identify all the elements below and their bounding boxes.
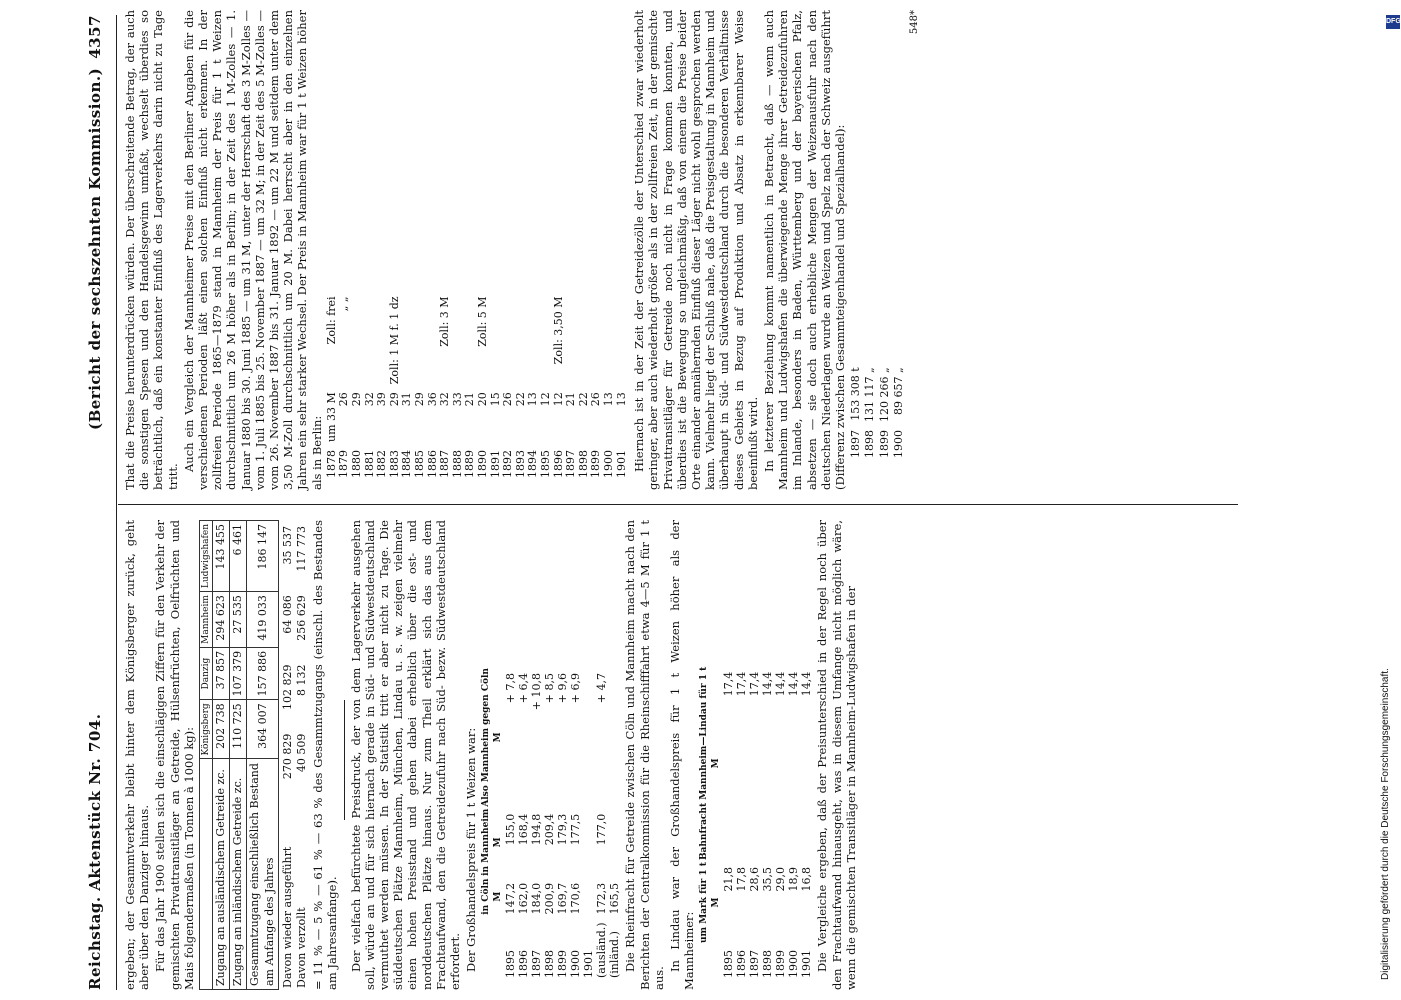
transit-table-row-cell: Zugang an inländischem Getreide zc. xyxy=(230,759,247,990)
berlin-row-cell: 12 xyxy=(538,392,552,407)
price-row-cell: + 9,6 xyxy=(556,673,570,704)
berlin-row-cell: 1896 xyxy=(551,450,565,478)
berlin-row-cell: 12 xyxy=(551,392,565,407)
column-divider xyxy=(118,504,1238,505)
header-rule xyxy=(116,15,117,990)
davon-row-cell: Davon wieder ausgeführt xyxy=(280,846,294,988)
davon-row-cell: 40 509 xyxy=(295,733,309,773)
price-row-cell: 194,8 xyxy=(530,813,544,846)
header-left: Reichstag. Aktenstück Nr. 704. xyxy=(86,713,104,990)
berlin-row-cell: 1899 xyxy=(589,450,603,478)
price-table-unit-cell: M xyxy=(493,837,504,848)
lindau-row-cell: 17,4 xyxy=(748,671,762,697)
lindau-row-cell: 1901 xyxy=(800,950,814,978)
left-para-6: Die Vergleiche ergeben, daß der Preisunterschied in der Regel noch über den Frachtaufwand hinausgeht, was in diesem Umfange nicht möglich wäre, wenn die gemischten Transitläger in Mannheim-Ludwigshafen in der xyxy=(815,520,858,990)
transit-table-row-cell: 202 738 xyxy=(213,700,230,759)
lindau-table-header-cell: Bahnfracht Mannheim—Lindau für 1 t xyxy=(699,666,710,861)
transit-table-row-cell: 364 007 xyxy=(247,700,278,759)
transit-table-row-cell: 107 379 xyxy=(230,647,247,700)
page-number: 4357 xyxy=(86,15,104,59)
price-row xyxy=(543,667,556,980)
berlin-row-cell: 20 xyxy=(475,392,489,407)
lindau-row-cell: 14,4 xyxy=(787,671,801,697)
lindau-row-cell: 1895 xyxy=(722,950,736,978)
lindau-row xyxy=(774,666,787,980)
price-table-unit-cell: M xyxy=(493,891,504,902)
right-para-1: That die Preise herunterdrücken würden. Der überschreitende Betrag, der auch die sonstigen Spesen und den Handelsgewinn umfaßt, wechselt überdies so beträchtlich, daß ein konstanter Einfluß des Lagerverkehrs darin nicht zu Tage tritt. xyxy=(123,10,180,490)
price-row-cell: 177,5 xyxy=(569,813,583,846)
berlin-row-cell: 15 xyxy=(488,392,502,407)
lindau-row-cell: 16,8 xyxy=(800,867,814,892)
berlin-row-cell: 22 xyxy=(513,392,527,407)
lindau-table-header-cell: um Mark für 1 t xyxy=(699,862,710,943)
price-row xyxy=(504,667,517,980)
lindau-row-cell: 1900 xyxy=(787,950,801,978)
berlin-row-cell xyxy=(364,290,377,386)
transit-table-row-cell: Zugang an ausländischem Getreide zc. xyxy=(213,759,230,990)
price-row-cell: 1897 xyxy=(530,950,544,978)
davon-row xyxy=(281,520,295,990)
davon-row-cell: 8 132 xyxy=(295,664,309,696)
lindau-row-cell: 1897 xyxy=(748,950,762,978)
price-row-cell: 170,6 xyxy=(569,882,583,915)
berlin-row-cell xyxy=(351,290,364,386)
berlin-row-cell: 1886 xyxy=(425,450,439,478)
left-intro: ergeben; der Gesammtverkehr bleibt hinter dem Königsberger zurück, geht aber über den Danziger hinaus. xyxy=(123,520,152,990)
berlin-row-cell: 1880 xyxy=(350,450,364,478)
swiss-export-row-cell: 1899 xyxy=(877,430,891,458)
berlin-row-cell xyxy=(527,290,540,386)
berlin-row-cell: 1890 xyxy=(475,450,489,478)
price-row-cell: 1896 xyxy=(517,950,531,978)
davon-row-cell: 256 629 xyxy=(295,595,309,641)
berlin-row xyxy=(376,290,389,480)
right-para-3: Hiernach ist in der Zeit der Getreidezölle der Unterschied zwar wiederholt geringer, aber auch wiederholt größer als in der zollfreien Zeit, in der gemischte Privattransitläger für Getreide noch nicht in Frage kommen konnten, und überdies ist die Bewegung so ungleichmäßig, daß von einem die Preise beider Orte einander annähernden Einfluß dieser Läger nicht wohl gesprochen werden kann. Vielmehr liegt der Schluß nahe, daß die Preisgestaltung in Mannheim und überhaupt in Süd- und Südwestdeutschland durch die besonderen Verhältnisse dieses Gebiets in Bezug auf Produktion und Absatz in erkennbarer Weise beeinflußt wird. xyxy=(632,10,760,490)
left-column xyxy=(123,520,860,990)
berlin-row-cell: 1887 xyxy=(438,450,452,478)
price-row-cell xyxy=(582,808,595,877)
transit-table-row-cell: 419 033 xyxy=(247,592,278,648)
berlin-row-cell xyxy=(590,290,603,386)
lindau-row xyxy=(748,666,761,980)
rotated-content xyxy=(88,0,1298,990)
price-row-cell: + 7,8 xyxy=(504,673,518,704)
transit-table-body xyxy=(213,521,279,990)
price-row-cell: 168,4 xyxy=(517,813,531,846)
berlin-row-cell xyxy=(414,290,427,386)
berlin-row-cell: um 33 M xyxy=(324,392,338,442)
price-table-header xyxy=(480,667,492,980)
transit-table-row xyxy=(213,521,230,990)
swiss-export-table xyxy=(849,361,906,460)
davon-row-cell: Davon verzollt xyxy=(295,907,309,988)
lindau-table-units xyxy=(710,666,722,980)
berlin-row-cell: 1900 xyxy=(601,450,615,478)
berlin-row xyxy=(603,290,616,480)
price-row xyxy=(608,667,621,980)
berlin-row-cell: Zoll: 3,50 M xyxy=(551,296,565,365)
berlin-row xyxy=(439,290,452,480)
dfg-logo: DFG xyxy=(1386,15,1400,29)
berlin-row-cell: 26 xyxy=(337,392,351,407)
berlin-row xyxy=(502,290,515,480)
swiss-export-row-cell: 120 266 „ xyxy=(877,367,891,422)
price-table-header-cell: in Cöln xyxy=(481,878,492,915)
berlin-row-cell: 31 xyxy=(400,392,414,407)
page-header xyxy=(88,15,114,990)
berlin-row-cell xyxy=(490,290,503,386)
berlin-row xyxy=(477,290,490,480)
transit-table-row-cell: 6 461 xyxy=(230,521,247,592)
price-table-unit-cell xyxy=(492,916,504,980)
left-intro-2: Für das Jahr 1900 stellen sich die einschlägigen Ziffern für den Verkehr der gemischten Privattransitläger an Getreide, Hülsenfrüchten, Oelfrüchten und Mais folgendermaßen (in Tonnen à 1000 kg): xyxy=(153,520,196,990)
price-table-header-cell xyxy=(480,916,492,980)
price-row-cell: 184,0 xyxy=(530,882,544,915)
price-row-cell: 179,3 xyxy=(556,813,570,846)
berlin-row-cell: Zoll: 5 M xyxy=(475,296,489,347)
berlin-row-cell: „ „ xyxy=(337,296,351,312)
transit-table-row-cell: 37 857 xyxy=(213,647,230,700)
lindau-row-cell: 14,4 xyxy=(800,671,814,697)
berlin-row-cell: Zoll: frei xyxy=(324,296,338,345)
price-row xyxy=(517,667,530,980)
left-para-5: In Lindau war der Großhandelspreis für 1 t Weizen höher als der Mannheimer: xyxy=(668,520,697,990)
price-table-unit-cell: M xyxy=(493,732,504,743)
price-row-cell: + 6,4 xyxy=(517,673,531,704)
berlin-row-cell: 1898 xyxy=(576,450,590,478)
price-row-cell: 165,5 xyxy=(608,882,622,915)
transit-table-row xyxy=(230,521,247,990)
davon-row-cell: 117 773 xyxy=(295,526,309,572)
swiss-export-row-cell: 1900 xyxy=(891,430,905,458)
lindau-table-header-cell xyxy=(698,944,710,980)
berlin-row-cell xyxy=(603,290,616,386)
berlin-row-cell xyxy=(515,290,528,386)
davon-table xyxy=(281,520,309,990)
berlin-row-cell: 1894 xyxy=(526,450,540,478)
berlin-row-cell: 21 xyxy=(463,392,477,407)
berlin-row-cell: 39 xyxy=(375,392,389,407)
lindau-row-cell: 35,5 xyxy=(761,867,775,892)
price-row-cell: 1899 xyxy=(556,950,570,978)
swiss-export-row-cell: 1898 xyxy=(863,430,877,458)
lindau-row-cell: 17,8 xyxy=(735,867,749,892)
berlin-row-cell xyxy=(565,290,578,386)
lindau-row xyxy=(722,666,735,980)
berlin-row-cell: 1889 xyxy=(463,450,477,478)
lindau-row-cell: 21,8 xyxy=(722,867,736,892)
price-row-cell xyxy=(582,877,595,917)
berlin-row xyxy=(616,290,629,480)
berlin-row-cell: 26 xyxy=(501,392,515,407)
berlin-row xyxy=(540,290,553,480)
transit-table-row-cell: 143 455 xyxy=(213,521,230,592)
price-row-cell: 155,0 xyxy=(504,813,518,846)
berlin-row-cell: 1893 xyxy=(513,450,527,478)
berlin-row-cell: 13 xyxy=(614,392,628,407)
berlin-comparison-table xyxy=(326,290,628,480)
transit-table-row-cell: 27 535 xyxy=(230,592,247,648)
lindau-row-cell: 1896 xyxy=(735,950,749,978)
transit-table-header-cell: Königsberg xyxy=(200,700,213,759)
lindau-table xyxy=(698,666,813,980)
price-table-header-cell: Also Mannheim gegen Cöln xyxy=(481,668,492,807)
berlin-row xyxy=(565,290,578,480)
davon-row-cell: 35 537 xyxy=(280,526,294,565)
right-para-4: In letzterer Beziehung kommt namentlich in Betracht, daß — wenn auch Mannheim und Ludwigshafen die überwiegende Menge ihrer Getreidezufuhren im Inlande, besonders in Baden, Württemberg und der bayerischen Pfalz, absetzen — sie doch auch erhebliche Mengen der Weizenausfuhr nach den deutschen Niederlagen wurde an Weizen und Spelz nach der Schweiz ausgeführt (Differenz zwischen Gesammteigenhandel und Spezialhandel): xyxy=(761,10,847,490)
lindau-row xyxy=(800,666,813,980)
lindau-row-cell: 1899 xyxy=(774,950,788,978)
berlin-row-cell: 32 xyxy=(362,392,376,407)
lindau-table-header xyxy=(698,666,710,980)
price-row-cell: 169,7 xyxy=(556,882,570,915)
berlin-row-cell: 1879 xyxy=(337,450,351,478)
price-row-cell: + 8,5 xyxy=(543,673,557,704)
lindau-row xyxy=(761,666,774,980)
price-table-header-cell: in Mannheim xyxy=(481,808,492,876)
price-row-cell: 200,9 xyxy=(543,882,557,915)
price-row-cell: (ausländ.) xyxy=(595,922,609,978)
right-para-2: Auch ein Vergleich der Mannheimer Preise mit den Berliner Angaben für die verschiedenen Perioden läßt einen solchen Einfluß nicht erkennen. In der zollfreien Periode 1865—1879 stand in Mannheim der Preis für 1 t Weizen durchschnittlich um 26 M höher als in Berlin; in der Zeit des 1 M-Zolles — 1. Januar 1880 bis 30. Juni 1885 — um 31 M, unter der Herrschaft des 3 M-Zolles — vom 1. Juli 1885 bis 25. November 1887 — um 32 M; in der Zeit des 5 M-Zolles — vom 26. November 1887 bis 31. Januar 1892 — um 22 M und seitdem unter dem 3,50 M-Zoll durchschnittlich um 20 M. Dabei herrscht aber in den einzelnen Jahren ein sehr starker Wechsel. Der Preis in Mannheim war für 1 t Weizen höher als in Berlin: xyxy=(181,10,324,490)
berlin-row-cell: 29 xyxy=(350,392,364,407)
price-row-cell: 172,3 xyxy=(595,882,609,915)
berlin-row-cell xyxy=(578,290,591,386)
berlin-row-cell xyxy=(401,290,414,386)
price-row-cell: 1901 xyxy=(582,950,596,978)
swiss-export-row-cell: 1897 xyxy=(849,430,863,458)
signature-mark: 548* xyxy=(908,10,920,35)
berlin-row-cell: 1897 xyxy=(564,450,578,478)
davon-row-cell: 102 829 xyxy=(280,664,294,710)
price-row xyxy=(582,667,595,980)
price-table xyxy=(480,667,621,980)
transit-table-row xyxy=(247,521,278,990)
berlin-row-cell: 22 xyxy=(576,392,590,407)
berlin-row-cell: 13 xyxy=(601,392,615,407)
transit-table-header xyxy=(200,521,213,990)
berlin-row-cell: 1901 xyxy=(614,450,628,478)
price-row-cell xyxy=(608,808,621,877)
lindau-table-unit-cell xyxy=(710,944,722,980)
berlin-row-cell xyxy=(616,290,629,386)
berlin-row xyxy=(351,290,364,480)
lindau-row-cell: 18,9 xyxy=(787,867,801,892)
transit-table-row-cell: 186 147 xyxy=(247,521,278,592)
transit-table-header-cell: Mannheim xyxy=(200,592,213,648)
berlin-row-cell: 29 xyxy=(413,392,426,407)
berlin-row-cell: 1888 xyxy=(450,450,464,478)
berlin-row-cell xyxy=(452,290,465,386)
lindau-row-cell: 17,4 xyxy=(722,671,736,697)
berlin-row-cell: 1892 xyxy=(501,450,515,478)
lindau-row-cell: 1898 xyxy=(761,950,775,978)
berlin-row-cell: 1891 xyxy=(488,450,502,478)
price-row-cell: + 4,7 xyxy=(595,673,609,704)
swiss-export-row-cell: 153 308 t xyxy=(849,367,863,421)
berlin-row-cell xyxy=(502,290,515,386)
transit-table-header-cell: Danzig xyxy=(200,647,213,700)
berlin-row-cell: 1881 xyxy=(362,450,376,478)
transit-table-header-cell: Ludwigshafen xyxy=(200,521,213,592)
price-row-cell: 209,4 xyxy=(543,813,557,846)
price-row-cell: 147,2 xyxy=(504,882,518,915)
swiss-export-row xyxy=(849,361,863,460)
price-row xyxy=(530,667,543,980)
swiss-export-row xyxy=(863,361,877,460)
swiss-export-row-cell: 131 117 „ xyxy=(863,367,877,422)
transit-table-row-cell: 110 725 xyxy=(230,700,247,759)
lindau-row-cell: 14,4 xyxy=(761,671,775,697)
left-para-4: Die Rheinfracht für Getreide zwischen Cöln und Mannheim macht nach den Berichten der Centralkommission für die Rheinschifffahrt etwa 4—5 M für 1 t aus. xyxy=(623,520,666,990)
lindau-row-cell: 14,4 xyxy=(774,671,788,697)
percent-line: = 11 % — 5 % — 61 % — 63 % des Gesammtzugangs (einschl. des Bestandes am Jahresanfange). xyxy=(311,520,340,990)
berlin-row-cell: 29 xyxy=(387,392,401,407)
berlin-row-cell: 36 xyxy=(425,392,439,407)
berlin-row-cell: 33 xyxy=(450,392,464,407)
berlin-row-cell: 26 xyxy=(589,392,603,407)
header-center: (Bericht der sechszehnten Kommission.) xyxy=(86,67,104,430)
berlin-row-cell: 1885 xyxy=(413,450,426,478)
price-row-cell: (inländ.) xyxy=(608,931,622,978)
price-row-cell: 177,0 xyxy=(595,813,609,846)
lindau-row-cell: 29,0 xyxy=(774,867,788,892)
price-row-cell xyxy=(608,667,621,808)
berlin-row-cell: 1884 xyxy=(400,450,414,478)
berlin-row-cell: 1882 xyxy=(375,450,389,478)
lindau-table-unit-cell: M xyxy=(711,897,722,908)
left-para-3: Der Großhandelspreis für 1 t Weizen war: xyxy=(464,727,479,972)
davon-row xyxy=(295,520,309,990)
price-row-cell: 1895 xyxy=(504,950,518,978)
berlin-row-cell: 21 xyxy=(564,392,578,407)
berlin-row-cell: Zoll: 3 M xyxy=(438,296,452,347)
price-row xyxy=(569,667,582,980)
price-row-cell: + 10,8 xyxy=(530,673,544,711)
swiss-export-row-cell: 89 657 „ xyxy=(891,367,905,415)
price-row-cell: 162,0 xyxy=(517,882,531,915)
davon-row-cell: 270 829 xyxy=(280,733,294,780)
lindau-row xyxy=(787,666,800,980)
left-para-2: Der vielfach befürchtete Preisdruck, der von dem Lagerverkehr ausgehen soll, würde an und für sich hiernach gerade in Süd- und Südwestdeutschland vermuthet werden müssen. In der Statistik tritt er aber nicht zu Tage. Die süddeutschen Plätze Mannheim, München, Lindau u. s. w. zeigen vielmehr einen hohen Preisstand und gehen dabei erheblich über die ost- und norddeutschen Plätze hinaus. Nur zum Theil erklärt sich das aus dem Frachtaufwand, den die Getreidezufuhr nach Süd- bezw. Südwestdeutschland erfordert. xyxy=(348,520,463,990)
lindau-row xyxy=(735,666,748,980)
transit-table-header-cell xyxy=(200,759,213,990)
lindau-row-cell: 28,6 xyxy=(748,867,762,892)
berlin-row-cell xyxy=(540,290,553,386)
swiss-export-row xyxy=(878,361,892,460)
berlin-row xyxy=(414,290,427,480)
transit-table-row-cell: 294 623 xyxy=(213,592,230,648)
berlin-row-cell: Zoll: 1 M f. 1 dz xyxy=(387,296,401,385)
price-row-cell: 1898 xyxy=(543,950,557,978)
lindau-row-cell: 17,4 xyxy=(735,671,749,697)
price-row-cell: 1900 xyxy=(569,950,583,978)
section-rule xyxy=(344,700,345,820)
right-column xyxy=(123,10,922,490)
berlin-row-cell: 32 xyxy=(438,392,452,407)
berlin-row-cell: 13 xyxy=(526,392,540,407)
price-row xyxy=(595,667,608,980)
berlin-row-cell: 1878 xyxy=(324,450,338,478)
davon-row-cell: 64 086 xyxy=(280,595,294,634)
price-row-cell: + 6,9 xyxy=(569,673,583,704)
transit-table xyxy=(199,520,279,990)
price-table-units xyxy=(492,667,504,980)
berlin-row-cell xyxy=(376,290,389,386)
price-row-cell xyxy=(582,667,595,808)
transit-table-row-cell: 157 886 xyxy=(247,647,278,700)
dfg-credit-text: Digitalisierung gefördert durch die Deutsche Forschungsgemeinschaft. xyxy=(1380,668,1391,980)
berlin-row-cell: 1895 xyxy=(538,450,552,478)
transit-table-row-cell: Gesammtzugang einschließlich Bestand am Anfange des Jahres xyxy=(247,759,278,990)
berlin-row-cell: 1883 xyxy=(387,450,401,478)
price-row xyxy=(556,667,569,980)
swiss-export-row xyxy=(892,361,906,460)
lindau-table-unit-cell: M xyxy=(711,758,722,769)
